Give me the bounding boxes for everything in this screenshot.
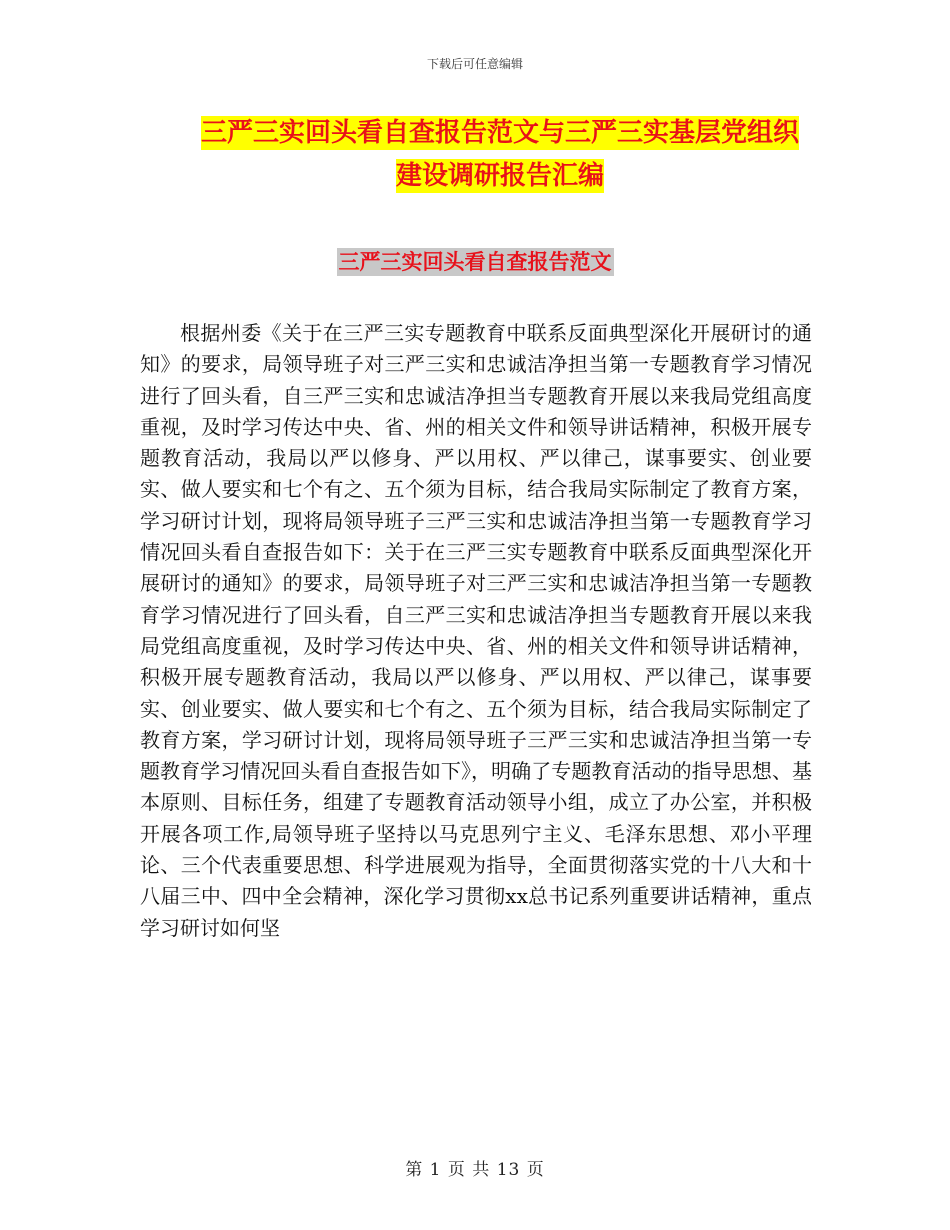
document-title-line-1: 三严三实回头看自查报告范文与三严三实基层党组织	[200, 118, 799, 148]
page-header-note: 下载后可任意编辑	[426, 57, 523, 71]
page-number-footer: 第 1 页 共 13 页	[405, 1160, 545, 1180]
document-title	[120, 112, 880, 198]
section-title-text: 三严三实回头看自查报告范文	[338, 250, 612, 274]
section-title	[0, 246, 950, 278]
document-title-line-2: 建设调研报告汇编	[395, 161, 604, 191]
body-paragraph: 根据州委《关于在三严三实专题教育中联系反面典型深化开展研讨的通知》的要求，局领导班子对三严三实和忠诚洁净担当第一专题教育学习情况进行了回头看，自三严三实和忠诚洁净担当专题教育开展以来我局党组高度重视，及时学习传达中央、省、州的相关文件和领导讲话精神，积极开展专题教育活动，我局以严以修身、严以用权、严以律己，谋事要实、创业要实、做人要实和七个有之、五个须为目标，结合我局实际制定了教育方案，学习研讨计划，现将局领导班子三严三实和忠诚洁净担当第一专题教育学习情况回头看自查报告如下：关于在三严三实专题教育中联系反面典型深化开展研讨的通知》的要求，局领导班子对三严三实和忠诚洁净担当第一专题教育学习情况进行了回头看，自三严三实和忠诚洁净担当专题教育开展以来我局党组高度重视，及时学习传达中央、省、州的相关文件和领导讲话精神，积极开展专题教育活动，我局以严以修身、严以用权、严以律己，谋事要实、创业要实、做人要实和七个有之、五个须为目标，结合我局实际制定了教育方案，学习研讨计划，现将局领导班子三严三实和忠诚洁净担当第一专题教育学习情况回头看自查报告如下》，明确了专题教育活动的指导思想、基本原则、目标任务，组建了专题教育活动领导小组，成立了办公室，并积极开展各项工作,局领导班子坚持以马克思列宁主义、毛泽东思想、邓小平理论、三个代表重要思想、科学进展观为指导，全面贯彻落实党的十八大和十八届三中、四中全会精神，深化学习贯彻xx总书记系列重要讲话精神，重点学习研讨如何坚	[140, 321, 812, 940]
